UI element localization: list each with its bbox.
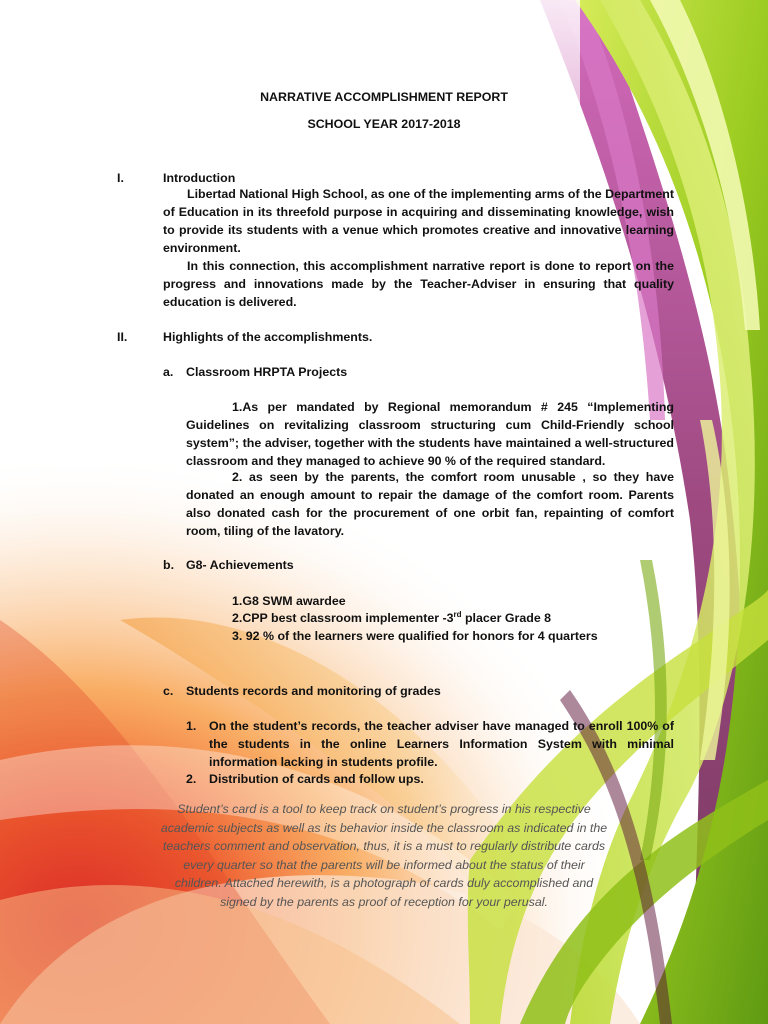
list-number: 1. [186, 719, 197, 733]
note-line: children. Attached herewith, is a photograph of cards duly accomplished and [174, 876, 594, 890]
subsection-letter: c. [163, 684, 174, 698]
list-item: 2.CPP best classroom implementer -3rd placer Grade 8 [232, 609, 552, 625]
subsection-heading: Students records and monitoring of grades [186, 684, 441, 698]
report-subtitle: SCHOOL YEAR 2017-2018 [307, 117, 461, 131]
list-item: 3. 92 % of the learners were qualified for honors for 4 quarters [232, 629, 598, 643]
list-item: 1.As per mandated by Regional memorandum # 245 “Implementing Guidelines on revitalizing classroom structuring cum Child-Friendly school system”; the adviser, together with the students have maintained a well-structured classroom and they managed to achieve 90 % of the required standard. [186, 400, 674, 468]
section-numeral: I. [117, 171, 124, 185]
subsection-letter: b. [163, 558, 175, 572]
subsection-heading: G8- Achievements [186, 558, 294, 572]
note-line: every quarter so that the parents will be informed about the status of their [183, 857, 585, 872]
list-item: Distribution of cards and follow ups. [209, 772, 424, 786]
subsection-heading: Classroom HRPTA Projects [186, 365, 348, 379]
note-line: academic subjects as well as its behavior inside the classroom as indicated in the [160, 820, 608, 835]
subsection-letter: a. [163, 365, 174, 379]
italic-note [120, 800, 648, 911]
section-numeral: II. [117, 330, 128, 344]
paragraph: Libertad National High School, as one of the implementing arms of the Department of Education in its threefold purpose in acquiring and disseminating knowledge, wish to provide its students with a venue which promotes creative and innovative learning environment. [163, 187, 674, 255]
list-number: 2. [186, 772, 197, 786]
list-item: 2. as seen by the parents, the comfort room unusable , so they have donated an enough amount to repair the damage of the comfort room. Parents also donated cash for the procurement of one orbit fan, repainting of comfort room, tiling of the lavatory. [186, 470, 674, 538]
list-item: 1.G8 SWM awardee [232, 594, 346, 608]
section-heading: Introduction [163, 171, 236, 185]
note-line: signed by the parents as proof of reception for your perusal. [220, 894, 548, 909]
note-line: teachers comment and observation, thus, it is a must to regularly distribute cards [162, 839, 606, 853]
section-heading: Highlights of the accomplishments. [163, 330, 373, 344]
note-line: Student’s card is a tool to keep track on student’s progress in his respective [177, 802, 591, 816]
report-title: NARRATIVE ACCOMPLISHMENT REPORT [260, 90, 508, 104]
list-item: On the student’s records, the teacher adviser have managed to enroll 100% of the students in the online Learners Information System with minimal information lacking in students profile. [209, 719, 674, 769]
paragraph: In this connection, this accomplishment narrative report is done to report on the progress and innovations made by the Teacher-Adviser in ensuring that quality education is delivered. [163, 259, 674, 309]
